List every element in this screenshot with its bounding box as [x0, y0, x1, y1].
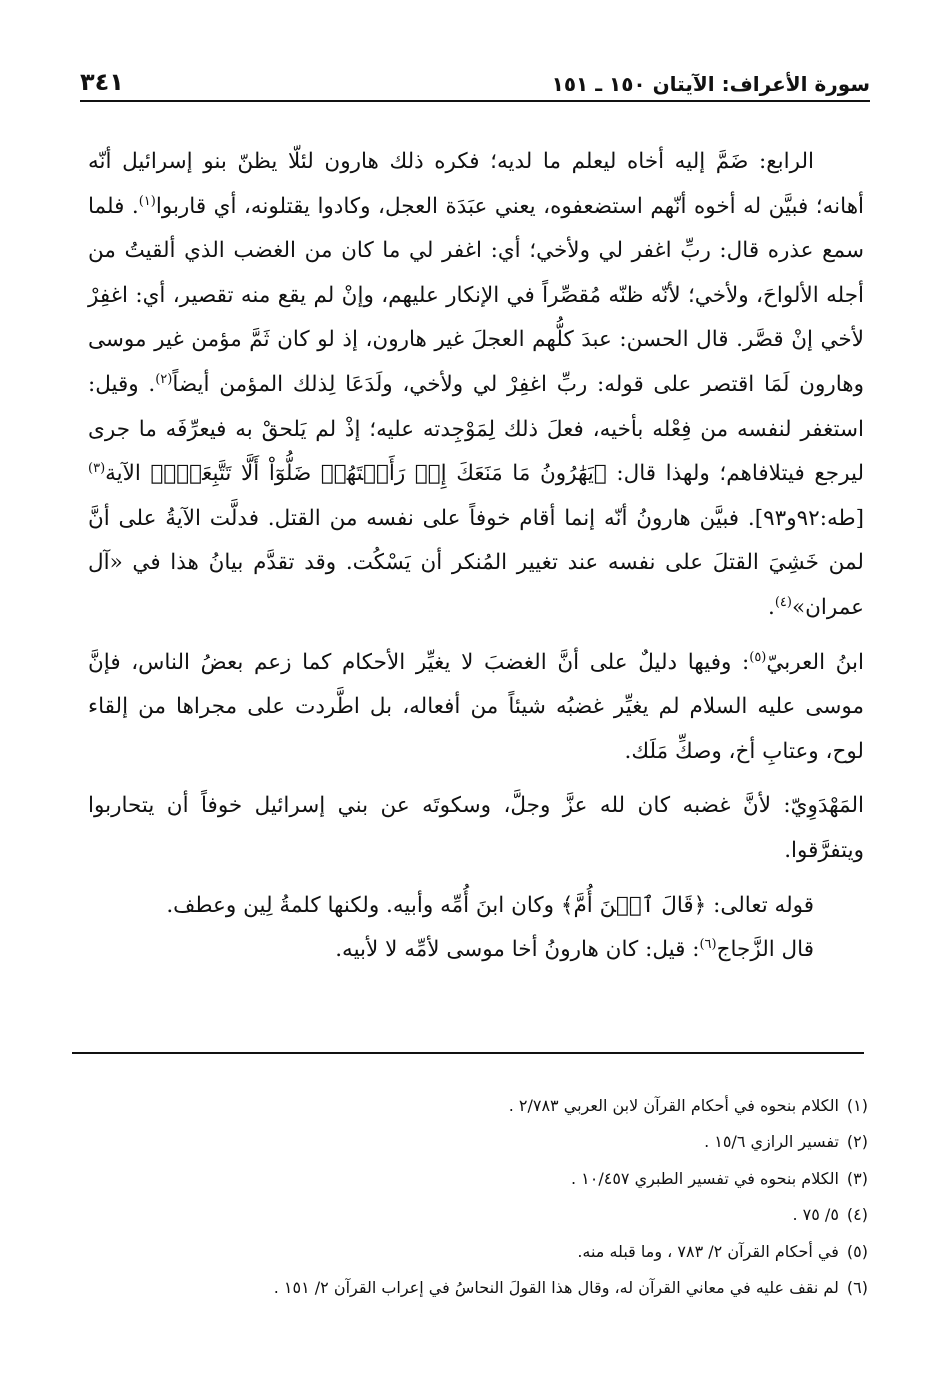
paragraph-4 — [88, 884, 864, 929]
footnote-ref: (٥) — [749, 649, 767, 665]
paragraph-text: . فلما سمع عذره قال: ربِّ اغفر لي ولأخي؛ أي: اغفر لي ما كان من الغضب الذي ألقيتُ من أجله الألواحَ، ولأخي؛ لأنّه ظنّه مُقصِّراً في الإنكار عليهم، وإنْ لم يقع منه تقصير، أي: اغفِرْ لأخي إنْ قصَّر. قال الحسن: عبدَ كلُّهم العجلَ غير هارون، إذ لو كان ثَمَّ مؤمن غير موسى وهارون لَمَا اقتصر على قوله: ربِّ اغفِرْ لي ولأخي، ولَدَعَا لِذلك المؤمن أيضاً — [88, 193, 865, 397]
footnote-number: (٢) — [846, 1132, 868, 1152]
footnote-number: (٥) — [846, 1241, 868, 1261]
paragraph-text: قال الزَّجاج — [716, 937, 814, 963]
paragraph-text: ابنُ العربيّ — [766, 649, 864, 675]
running-header — [80, 60, 870, 102]
footnote-3 — [120, 1161, 868, 1197]
footnote-text: لم نقف عليه في معاني القرآن له، وقال هذا القولَ النحاسُ في إعراب القرآن ٢/ ١٥١ . — [273, 1278, 839, 1298]
paragraph-5 — [88, 928, 864, 973]
paragraph-text: : قيل: كان هارونُ أخا موسى لأمِّه لا لأبيه. — [335, 937, 700, 963]
footnote-number: (١) — [846, 1096, 868, 1115]
paragraph-3 — [88, 784, 864, 873]
footnotes — [120, 1088, 868, 1306]
footnote-separator — [72, 1052, 864, 1054]
footnote-number: (٤) — [846, 1205, 868, 1225]
footnote-ref: (٦) — [699, 936, 717, 952]
paragraph-text: المَهْدَوِيّ: لأنَّ غضبه كان لله عزَّ وجلَّ، وسكوتَه عن بني إسرائيل خوفاً أن يتحاربوا ويتفرَّقوا. — [88, 793, 864, 863]
footnote-1 — [120, 1088, 868, 1124]
paragraph-text: . — [767, 594, 775, 620]
footnote-number: (٦) — [846, 1278, 868, 1298]
paragraph-text: الرابع: ضَمَّ إليه أخاه ليعلم ما لديه؛ فكره ذلك هارون لئلّا يظنّ بنو إسرائيل أنّه أهانه؛ فبيَّن له أخوه أنّهم استضعفوه، يعني عبَدَة العجل، وكادوا يقتلونه، أي قاربوا — [88, 149, 865, 219]
footnote-text: تفسير الرازي ١٥/٦ . — [704, 1132, 839, 1152]
footnote-ref: (٣) — [88, 461, 106, 476]
paragraph-text: قوله تعالى: ﴿قَالَ ٱبۡنَ أُمَّ﴾ وكان ابنَ أُمِّه وأبيه. ولكنها كلمةُ لِين وعطف. — [166, 892, 814, 918]
paragraph-text: : وفيها دليلٌ على أنَّ الغضبَ لا يغيِّر الأحكام كما زعم بعضُ الناس، فإنَّ موسى عليه السلام لم يغيِّر غضبُه شيئاً من أفعاله، بل اطَّردت على مجراها من إلقاء لوح، وعتابِ أخ، وصكِّ مَلَك. — [88, 649, 864, 764]
footnote-5 — [120, 1234, 868, 1270]
footnote-2 — [120, 1124, 868, 1160]
footnote-4 — [120, 1197, 868, 1233]
paragraph-text: . وقيل: استغفر لنفسه من فِعْله بأخيه، فعلَ ذلك لِمَوْجِدته عليه؛ إذْ لم يَلحقْ به فيعرِّفَه ما جرى ليرجع فيتلافاهم؛ ولهذا قال: ﴿يَهَٰرُونُ مَا مَنَعَكَ إِذۡ رَأَيۡتَهُمۡ ضَلُّوٓاْ أَلَّا تَتَّبِعَنِۖ﴾ الآية — [88, 371, 864, 487]
footnote-ref: (١) — [138, 193, 156, 209]
paragraph-2 — [88, 641, 864, 775]
header-title: سورة الأعراف: الآيتان ١٥٠ ـ ١٥١ — [551, 72, 870, 96]
paragraph-text: [طه:٩٢و٩٣]. فبيَّن هارونُ أنّه إنما أقام خوفاً على نفسه من القتل. فدلَّت الآيةُ على أنَّ لمن خَشِيَ القتلَ على نفسه عند تغيير المُنكر أن يَسْكُت. وقد تقدَّم بيانُ هذا في «آل عمران» — [88, 505, 864, 620]
footnote-text: الكلام بنحوه في أحكام القرآن لابن العربي ٢/٧٨٣ . — [508, 1096, 839, 1115]
page-number: ٣٤١ — [80, 68, 124, 96]
footnote-text: في أحكام القرآن ٢/ ٧٨٣ ، وما قبله منه. — [577, 1241, 839, 1261]
footnote-text: الكلام بنحوه في تفسير الطبري ١٠/٤٥٧ . — [570, 1168, 839, 1188]
footnote-ref: (٢) — [155, 371, 173, 387]
footnote-text: ٥/ ٧٥ . — [792, 1205, 839, 1225]
main-text — [88, 140, 864, 973]
footnote-6 — [120, 1270, 868, 1306]
paragraph-1 — [88, 140, 864, 631]
footnote-number: (٣) — [846, 1168, 868, 1188]
footnote-ref: (٤) — [774, 594, 792, 610]
